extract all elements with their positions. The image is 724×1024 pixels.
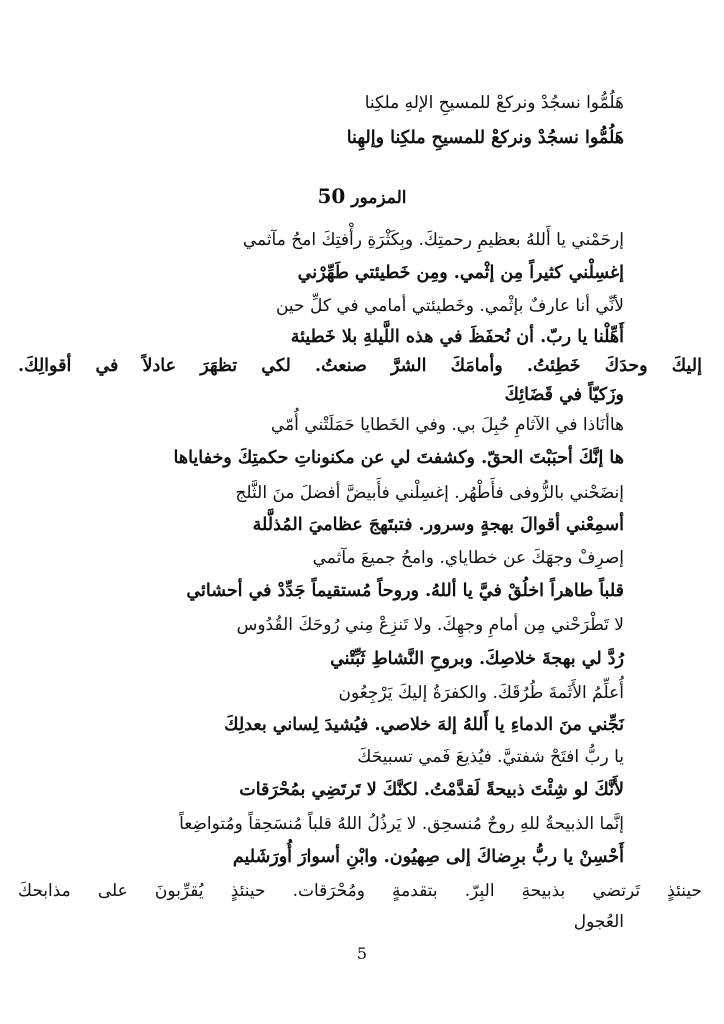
verse-line: العُجول (573, 912, 624, 932)
verse-line: ها إنَّكَ أحبَبْتَ الحقّ. وكشفتَ لي عن مكنوناتِ حكمتِكَ وخفاياها (173, 448, 624, 468)
verse-line: إرحَمْني يا أَللهُ بعظيمِ رحمتِكَ. وبِكَثْرَةِ رأْفتِكَ امحُ مآثمي (242, 230, 624, 250)
verse-line: إصرِفْ وجهَكَ عن خطاياي. وامحُ جميعَ مآثمي (312, 548, 624, 568)
verse-line: أسمِعْني أقوالَ بهجةٍ وسرور. فتبتَهجَ عظاميَ المُذلَّلة (252, 515, 624, 535)
verse-line: لا تَطْرَحْني مِن أمامِ وجهِكَ. ولا تَنزِعْ مِني رُوحَكَ القُدُوس (236, 615, 624, 635)
verse-line: أَحْسِنْ يا ربُّ برِضاكَ إلى صِهيُون. وابْنِ أسوارَ أُورَشَليم (232, 847, 624, 867)
verse-line: رُدَّ لي بهجةَ خلاصِكَ. وبروحِ النَّشاطِ ثَبِّتْني (330, 649, 624, 669)
verse-line: لأنِّي أنا عارفٌ بإثْمي. وخَطيئتي أمامي في كلِّ حين (275, 296, 624, 316)
verse-line: لأَنَّكَ لو شِئْتَ ذبيحةً لَقدَّمْتُ. لكنَّكَ لا تَرتَضِي بمُحْرَقات (239, 780, 624, 800)
verse-line: إليكَ وحدَكَ خَطِئتُ. وأمامَكَ الشرَّ صنعتُ. لكي تظهَرَ عادلاً في أقوالِكَ. (18, 356, 702, 376)
verse-line: إنَّما الذبيحةُ للهِ روحٌ مُنسحِق. لا يَرذُلُ اللهُ قلباً مُنسَحِقاً ومُتواضِعاً (179, 814, 624, 834)
verse-line: نَجِّني منَ الدماءِ يا أَللهُ إلهَ خلاصي. فيُشيدَ لِساني بعدلِكَ (224, 715, 624, 735)
page-number: 5 (356, 944, 368, 963)
verse-line: هاأنَاذا في الآثامِ حُبِلَ بي. وفي الخَطايا حَمَلَتْني أُمّي (270, 415, 624, 435)
psalm-heading (0, 184, 724, 210)
verse-line: قلباً طاهراً اخلُقْ فيَّ يا أللهُ. وروحاً مُستقيماً جَدِّدْ في أحشائي (186, 581, 624, 601)
verse-line: إغسِلْني كثيراً مِن إثْمي. ومِن خَطيئتي طَهِّرْني (297, 263, 624, 283)
psalm-heading-number: 50 (317, 184, 346, 208)
intro-line-2: هَلُمُّوا نسجُدْ ونركعْ للمسيحِ ملكِنا وإلهِنا (346, 128, 624, 148)
verse-line: يا ربُّ افتَحْ شفتيَّ. فيُذيعَ فَمي تسبيحَكَ (357, 747, 624, 767)
verse-line: إنضَحْني بالزُّوفى فأَطْهُر. إغسِلْني فأَبيضَّ أفضلَ منَ الثَّلج (235, 483, 624, 503)
verse-line: أَهِّلْنا يا ربّ. أن نُحفَظَ في هذه اللَّيلةِ بلا خَطيئة (290, 327, 624, 347)
verse-line: حينئذٍ تَرتضي بذبيحةِ البِرّ. بتقدمةٍ ومُحْرَقات. حينئذٍ يُقرِّبونَ على مذابحكَ (18, 881, 702, 901)
intro-line-1: هَلُمُّوا نسجُدْ ونركعْ للمسيحِ الإلهِ ملكِنا (364, 93, 624, 113)
verse-line: وزَكيّاً في قَضَائِكَ (504, 385, 624, 405)
verse-line: أُعلِّمُ الأَثَمةَ طُرُقَكَ. والكفرَةُ إليكَ يَرْجِعُون (338, 683, 624, 703)
psalm-heading-label: المزمور (351, 188, 407, 208)
